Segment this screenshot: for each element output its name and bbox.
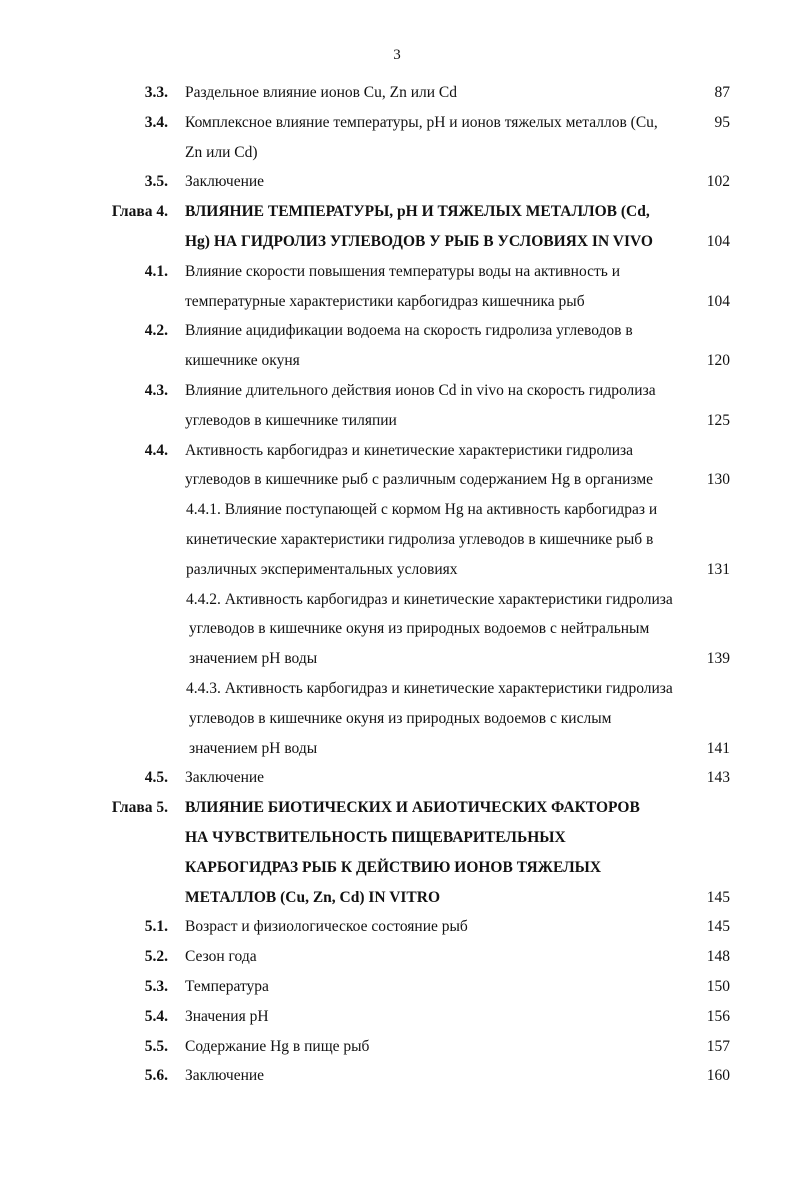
toc-entry-page: 160 xyxy=(706,1067,730,1085)
toc-entry-title: Температура xyxy=(185,977,269,995)
toc-entry-title: Комплексное влияние температуры, pH и ионов тяжелых металлов (Cu, xyxy=(185,113,658,131)
toc-entry-title: Активность карбогидраз и кинетические характеристики гидролиза xyxy=(185,441,634,459)
toc-entry-title: Содержание Hg в пище рыб xyxy=(185,1037,370,1055)
toc-entry-title: углеводов в кишечнике рыб с различным содержанием Hg в организме xyxy=(185,471,654,489)
toc-entry-title: Заключение xyxy=(185,1067,265,1085)
toc-entry-title: 4.4.3. Активность карбогидраз и кинетические характеристики гидролиза xyxy=(186,679,673,697)
toc-entry-line xyxy=(0,138,794,168)
toc-entry-line xyxy=(0,167,794,197)
toc-entry-line xyxy=(0,287,794,317)
toc-entry-number: 3.5. xyxy=(144,173,168,191)
toc-entry-page: 156 xyxy=(706,1007,730,1025)
toc-entry-number: 5.6. xyxy=(144,1067,168,1085)
toc-entry-title: Влияние ацидификации водоема на скорость гидролиза углеводов в xyxy=(185,322,633,340)
toc-entry-title: 4.4.2. Активность карбогидраз и кинетические характеристики гидролиза xyxy=(186,590,673,608)
toc-entry-number: 4.5. xyxy=(144,769,168,787)
toc-entry-line xyxy=(0,883,794,913)
toc-entry-title: углеводов в кишечнике окуня из природных водоемов с кислым xyxy=(189,709,612,727)
toc-entry-number: 4.1. xyxy=(144,262,168,280)
toc-entry-line xyxy=(0,1032,794,1062)
toc-entry-line xyxy=(0,614,794,644)
toc-entry-number: 5.3. xyxy=(144,977,168,995)
toc-entry-title: ВЛИЯНИЕ БИОТИЧЕСКИХ И АБИОТИЧЕСКИХ ФАКТОРОВ xyxy=(185,799,640,817)
toc-entry-page: 150 xyxy=(706,977,730,995)
toc-entry-line xyxy=(0,823,794,853)
toc-entry-title: углеводов в кишечнике окуня из природных водоемов с нейтральным xyxy=(189,620,650,638)
toc-entry-number: 3.3. xyxy=(144,84,168,101)
toc-entry-line xyxy=(0,555,794,585)
toc-entry-number: 4.2. xyxy=(144,322,168,340)
toc-entry-page: 104 xyxy=(706,292,730,310)
toc-entry-page: 143 xyxy=(706,769,730,787)
toc-entry-line xyxy=(0,674,794,704)
toc-entry-title: Возраст и физиологическое состояние рыб xyxy=(185,918,468,936)
toc-entry-number: 5.1. xyxy=(144,918,168,936)
toc-entry-line xyxy=(0,853,794,883)
toc-entry-title: КАРБОГИДРАЗ РЫБ К ДЕЙСТВИЮ ИОНОВ ТЯЖЕЛЫХ xyxy=(185,858,602,876)
toc-entry-page: 157 xyxy=(706,1037,730,1055)
toc-entry-number: 5.2. xyxy=(144,948,168,966)
toc-entry-title: Раздельное влияние ионов Cu, Zn или Cd xyxy=(185,84,458,101)
toc-entry-page: 120 xyxy=(706,352,730,370)
toc-entry-line xyxy=(0,644,794,674)
toc-entry-line xyxy=(0,257,794,287)
toc-entry-title: ВЛИЯНИЕ ТЕМПЕРАТУРЫ, pH И ТЯЖЕЛЫХ МЕТАЛЛОВ (Cd, xyxy=(185,203,650,221)
toc-entry-number: Глава 4. xyxy=(111,203,168,221)
toc-entry-title: кишечнике окуня xyxy=(185,352,300,370)
table-of-contents xyxy=(0,78,794,1091)
toc-entry-line xyxy=(0,734,794,764)
toc-entry-title: значением pH воды xyxy=(189,739,318,757)
toc-entry-number: Глава 5. xyxy=(111,799,168,817)
toc-entry-title: Заключение xyxy=(185,173,265,191)
toc-entry-line xyxy=(0,406,794,436)
toc-entry-line xyxy=(0,108,794,138)
toc-entry-number: 5.5. xyxy=(144,1037,168,1055)
toc-entry-title: значением pH воды xyxy=(189,650,318,668)
toc-entry-line xyxy=(0,704,794,734)
toc-entry-title: Влияние скорости повышения температуры воды на активность и xyxy=(185,262,620,280)
toc-entry-page: 131 xyxy=(706,560,730,578)
toc-entry-number: 4.4. xyxy=(144,441,168,459)
toc-entry-title: Сезон года xyxy=(185,948,257,966)
toc-entry-title: Hg) НА ГИДРОЛИЗ УГЛЕВОДОВ У РЫБ В УСЛОВИЯХ IN VIVO xyxy=(185,232,653,250)
toc-entry-line xyxy=(0,78,794,108)
toc-entry-page: 95 xyxy=(714,113,730,131)
toc-entry-title: Значения pH xyxy=(185,1007,269,1025)
toc-entry-title: Zn или Cd) xyxy=(185,143,258,161)
toc-entry-page: 139 xyxy=(706,650,730,668)
toc-entry-line xyxy=(0,197,794,227)
toc-entry-title: НА ЧУВСТВИТЕЛЬНОСТЬ ПИЩЕВАРИТЕЛЬНЫХ xyxy=(185,828,566,846)
toc-entry-number: 4.3. xyxy=(144,381,168,399)
toc-entry-number: 3.4. xyxy=(144,113,168,131)
toc-entry-line xyxy=(0,1061,794,1091)
toc-entry-page: 102 xyxy=(706,173,730,191)
toc-entry-line xyxy=(0,436,794,466)
toc-entry-page: 87 xyxy=(714,84,730,101)
toc-entry-title: кинетические характеристики гидролиза углеводов в кишечнике рыб в xyxy=(186,530,654,548)
toc-entry-title: углеводов в кишечнике тиляпии xyxy=(185,411,397,429)
toc-entry-line xyxy=(0,972,794,1002)
toc-entry-line xyxy=(0,763,794,793)
toc-entry-line xyxy=(0,465,794,495)
toc-entry-title: Влияние длительного действия ионов Cd in vivo на скорость гидролиза xyxy=(185,381,656,399)
page-number: 3 xyxy=(393,47,401,63)
toc-entry-title: Заключение xyxy=(185,769,265,787)
toc-entry-title: 4.4.1. Влияние поступающей с кормом Hg на активность карбогидраз и xyxy=(186,501,658,519)
toc-entry-line xyxy=(0,585,794,615)
toc-entry-page: 141 xyxy=(706,739,730,757)
toc-entry-line xyxy=(0,346,794,376)
toc-entry-line xyxy=(0,1002,794,1032)
toc-entry-page: 104 xyxy=(706,232,730,250)
toc-entry-line xyxy=(0,525,794,555)
toc-entry-line xyxy=(0,793,794,823)
toc-entry-title: температурные характеристики карбогидраз кишечника рыб xyxy=(185,292,585,310)
toc-entry-line xyxy=(0,376,794,406)
toc-entry-page: 130 xyxy=(706,471,730,489)
toc-entry-line xyxy=(0,912,794,942)
toc-entry-line xyxy=(0,316,794,346)
toc-entry-number: 5.4. xyxy=(144,1007,168,1025)
toc-entry-page: 145 xyxy=(706,888,730,906)
toc-entry-page: 125 xyxy=(706,411,730,429)
toc-entry-page: 145 xyxy=(706,918,730,936)
toc-entry-line xyxy=(0,942,794,972)
toc-entry-line xyxy=(0,227,794,257)
toc-entry-title: МЕТАЛЛОВ (Cu, Zn, Cd) IN VITRO xyxy=(185,888,441,906)
toc-entry-page: 148 xyxy=(706,948,730,966)
toc-entry-title: различных экспериментальных условиях xyxy=(186,560,458,578)
toc-entry-line xyxy=(0,495,794,525)
